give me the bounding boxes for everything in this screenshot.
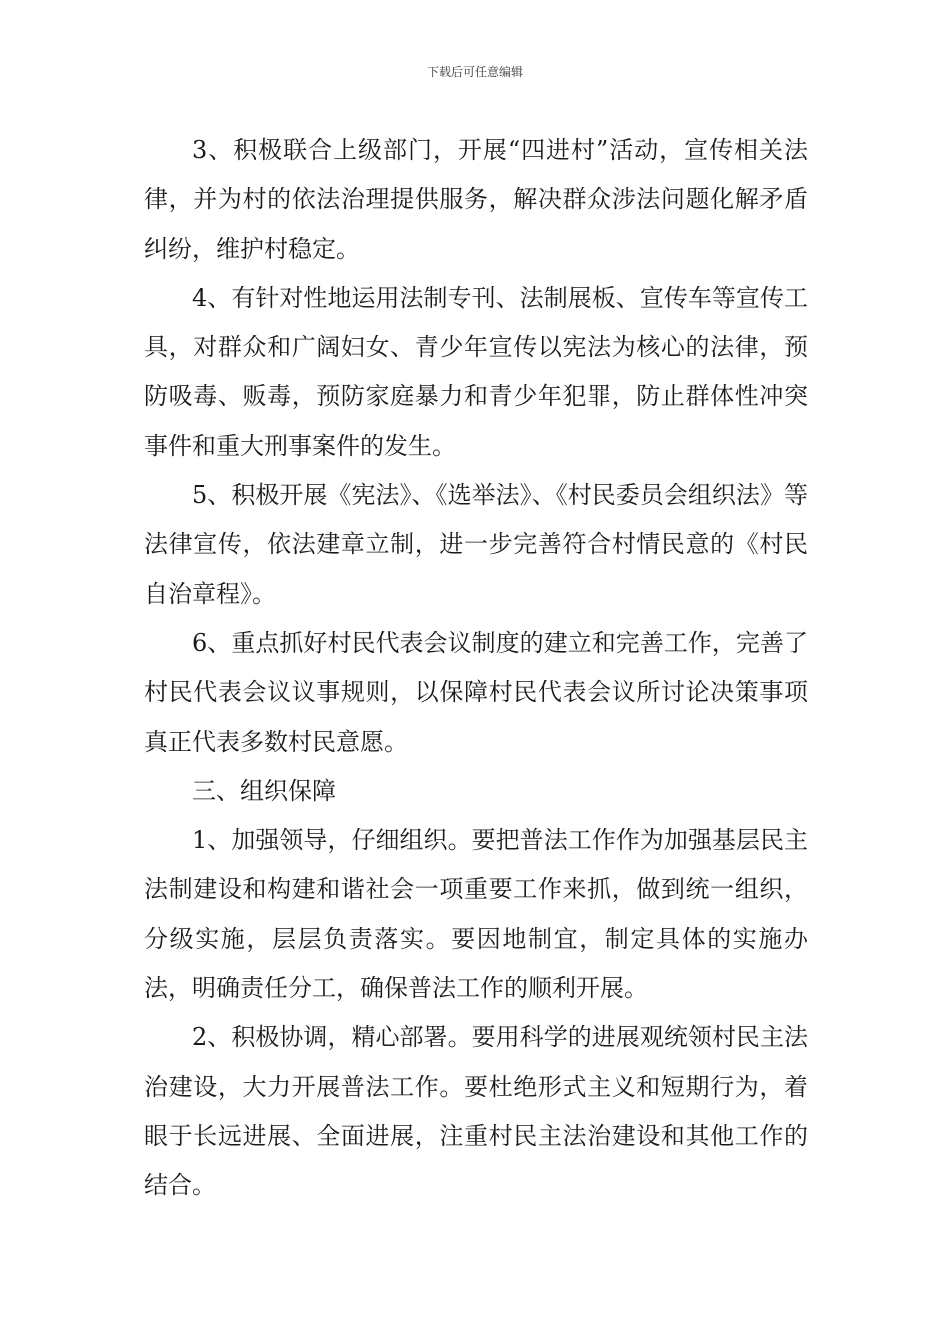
paragraph-item-2: 2、积极协调，精心部署。要用科学的进展观统领村民主法治建设，大力开展普法工作。要杜绝形式主义和短期行为，着眼于长远进展、全面进展，注重村民主法治建设和其他工作的结合。: [144, 1023, 808, 1200]
paragraph-item-5: 5、积极开展《宪法》、《选举法》、《村民委员会组织法》等法律宣传，依法建章立制，进一步完善符合村情民意的《村民自治章程》。: [144, 481, 808, 608]
paragraph-item-6: 6、重点抓好村民代表会议制度的建立和完善工作，完善了村民代表会议议事规则，以保障村民代表会议所讨论决策事项真正代表多数村民意愿。: [144, 628, 808, 756]
paragraph-item-4: 4、有针对性地运用法制专刊、法制展板、宣传车等宣传工具，对群众和广阔妇女、青少年宣传以宪法为核心的法律，预防吸毒、贩毒，预防家庭暴力和青少年犯罪，防止群体性冲突事件和重大刑事案件的发生。: [144, 283, 808, 460]
page-header: 下载后可任意编辑: [426, 65, 523, 79]
paragraph-item-3: 3、积极联合上级部门，开展“四进村”活动，宣传相关法律，并为村的依法治理提供服务，解决群众涉法问题化解矛盾纠纷，维护村稳定。: [144, 136, 808, 263]
document-body: [144, 126, 808, 1211]
paragraph-item-1: 1、加强领导，仔细组织。要把普法工作作为加强基层民主法制建设和构建和谐社会一项重要工作来抓，做到统一组织，分级实施，层层负责落实。要因地制宜，制定具体的实施办法，明确责任分工，确保普法工作的顺利开展。: [144, 826, 808, 1003]
section-heading: 三、组织保障: [192, 776, 336, 805]
